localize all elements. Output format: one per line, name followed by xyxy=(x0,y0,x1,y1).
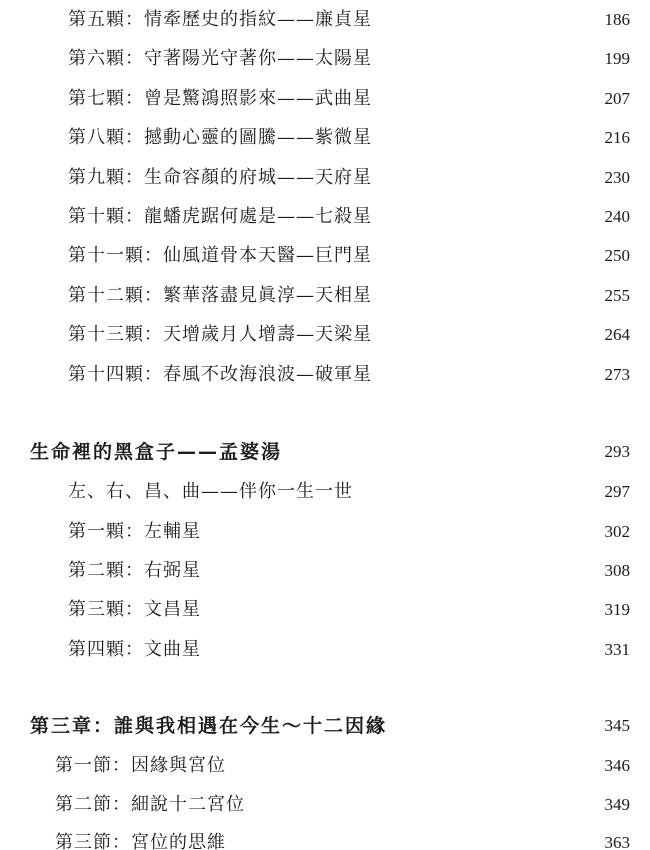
toc-entry-page: 302 xyxy=(604,522,630,541)
toc-entry-page: 345 xyxy=(604,716,630,735)
toc-entry-page: 230 xyxy=(604,168,630,187)
toc-entry-page: 273 xyxy=(604,365,630,384)
toc-entry xyxy=(0,595,650,625)
toc-entry xyxy=(0,477,650,507)
toc-entry xyxy=(0,635,650,665)
toc-entry-title: 第一節：因緣與宮位 xyxy=(55,755,226,776)
toc-entry-title: 第五顆：情牽歷史的指紋——廉貞星 xyxy=(68,9,372,30)
toc-entry-title: 第二節：細說十二宮位 xyxy=(55,794,245,815)
toc-entry xyxy=(0,281,650,311)
toc-entry-title: 第十四顆：春風不改海浪波—破軍星 xyxy=(68,364,372,385)
toc-entry xyxy=(0,320,650,350)
toc-entry-title: 第二顆：右弼星 xyxy=(68,560,201,581)
toc-entry-title: 第十一顆：仙風道骨本天醫—巨門星 xyxy=(68,245,372,266)
toc-entry-title: 第三節：宮位的思維 xyxy=(55,832,226,850)
toc-entry xyxy=(0,84,650,114)
toc-entry xyxy=(0,790,650,820)
toc-entry-title: 第十顆：龍蟠虎踞何處是——七殺星 xyxy=(68,206,372,227)
toc-entry-title: 第一顆：左輔星 xyxy=(68,521,201,542)
toc-entry xyxy=(0,123,650,153)
toc-entry xyxy=(0,517,650,547)
toc-entry-page: 293 xyxy=(604,442,630,461)
toc-entry-title: 左、右、昌、曲——伴你一生一世 xyxy=(68,481,353,502)
toc-entry xyxy=(0,751,650,781)
toc-entry-page: 346 xyxy=(604,756,630,775)
toc-entry-page: 297 xyxy=(604,482,630,501)
toc-entry-title: 第八顆：撼動心靈的圖騰——紫微星 xyxy=(68,127,372,148)
chapter-title: 第三章：誰與我相遇在今生～十二因緣 xyxy=(30,715,388,737)
toc-entry-page: 216 xyxy=(604,128,630,147)
toc-entry-page: 264 xyxy=(604,325,630,344)
toc-entry-title: 第十三顆：天增歲月人增壽—天梁星 xyxy=(68,324,372,345)
toc-entry xyxy=(0,556,650,586)
toc-entry xyxy=(0,828,650,850)
toc-entry xyxy=(0,360,650,390)
toc-entry xyxy=(0,44,650,74)
toc-entry-title: 第十二顆：繁華落盡見眞淳—天相星 xyxy=(68,285,372,306)
toc-entry-page: 186 xyxy=(604,10,630,29)
toc-entry-page: 349 xyxy=(604,795,630,814)
toc-section-heading xyxy=(0,437,650,467)
toc-entry xyxy=(0,163,650,193)
toc-entry-page: 363 xyxy=(604,833,630,850)
toc-entry-page: 207 xyxy=(604,89,630,108)
toc-entry-title: 第六顆：守著陽光守著你——太陽星 xyxy=(68,48,372,69)
toc-chapter-heading xyxy=(0,711,650,741)
toc-entry-page: 308 xyxy=(604,561,630,580)
toc-entry-page: 331 xyxy=(604,640,630,659)
toc-entry-title: 第九顆：生命容顏的府城——天府星 xyxy=(68,167,372,188)
toc-entry-title: 第七顆：曾是驚鴻照影來——武曲星 xyxy=(68,88,372,109)
toc-entry-title: 第三顆：文昌星 xyxy=(68,599,201,620)
toc-entry-title: 第四顆：文曲星 xyxy=(68,639,201,660)
section-title: 生命裡的黑盒子——孟婆湯 xyxy=(30,441,283,463)
toc-entry xyxy=(0,5,650,35)
toc-entry-page: 319 xyxy=(604,600,630,619)
toc-entry-page: 240 xyxy=(604,207,630,226)
toc-entry-page: 255 xyxy=(604,286,630,305)
toc-entry-page: 199 xyxy=(604,49,630,68)
toc-entry xyxy=(0,241,650,271)
toc-entry-page: 250 xyxy=(604,246,630,265)
toc-entry xyxy=(0,202,650,232)
